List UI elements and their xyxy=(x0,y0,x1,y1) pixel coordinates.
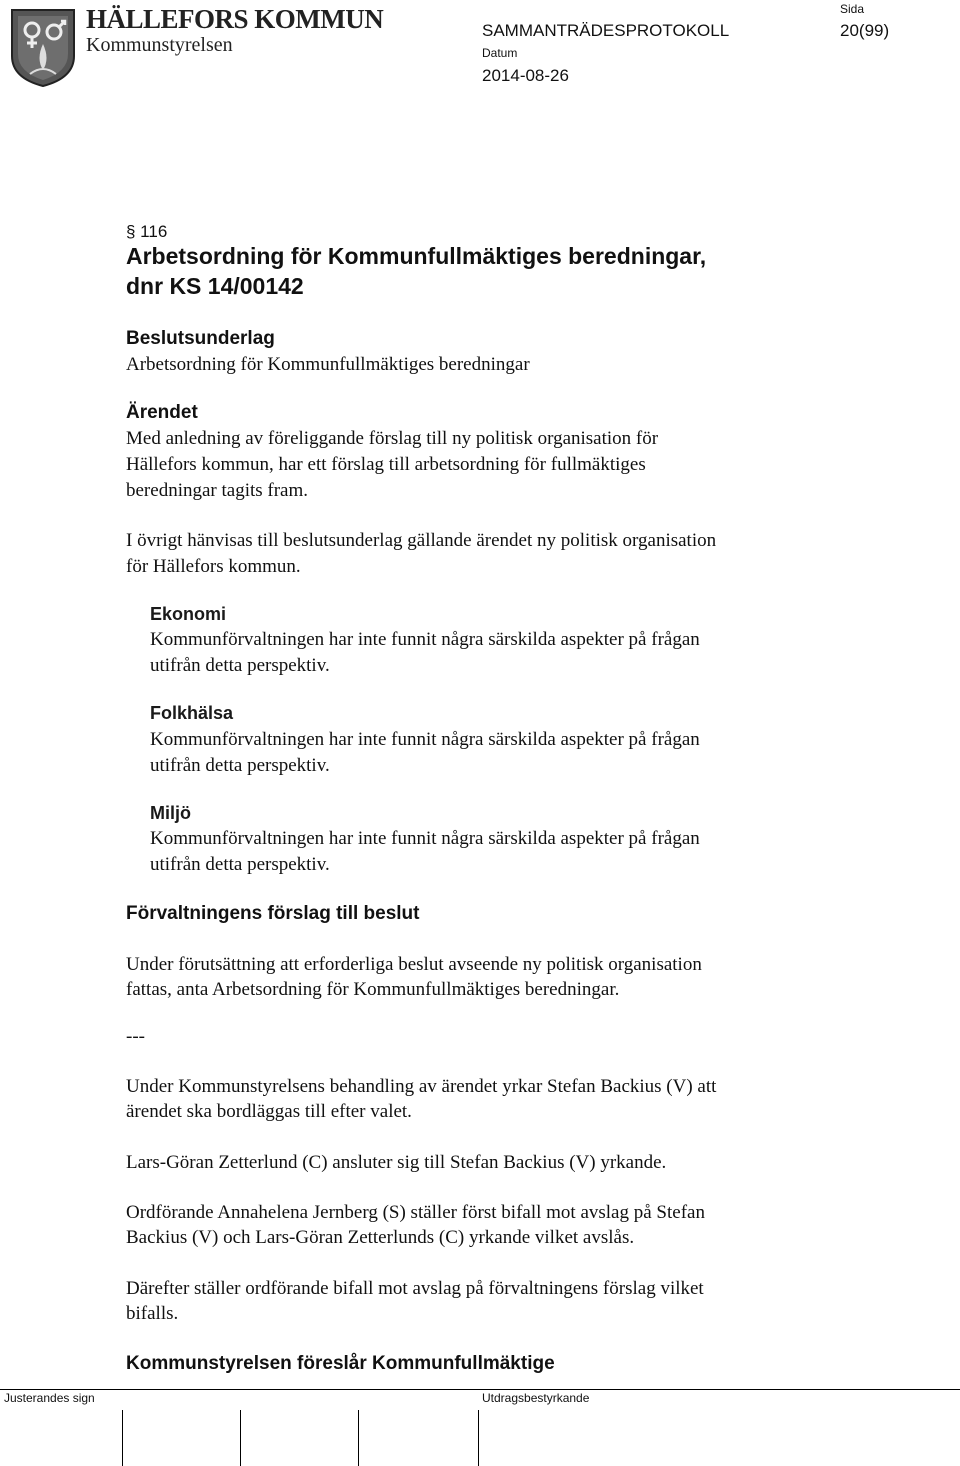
miljo-line: Kommunförvaltningen har inte funnit några särskilda aspekter på frågan xyxy=(150,828,700,849)
utdragsbestyrkande-label: Utdragsbestyrkande xyxy=(482,1391,590,1405)
signature-box-divider xyxy=(122,1410,123,1466)
forslag-heading: Förvaltningens förslag till beslut xyxy=(126,903,420,924)
section-title-line-2: dnr KS 14/00142 xyxy=(126,273,304,299)
miljo-line: utifrån detta perspektiv. xyxy=(150,854,330,875)
darefter-line: Därefter ställer ordförande bifall mot avslag på förvaltningens förslag vilket xyxy=(126,1278,704,1299)
page-number: 20(99) xyxy=(840,21,890,40)
ekonomi-heading: Ekonomi xyxy=(150,604,227,624)
folkhalsa-heading: Folkhälsa xyxy=(150,703,234,723)
anslutning-text: Lars-Göran Zetterlund (C) ansluter sig till Stefan Backius (V) yrkande. xyxy=(126,1152,667,1173)
separator: --- xyxy=(126,1026,145,1047)
ovrigt-line: för Hällefors kommun. xyxy=(126,556,301,577)
beslutsunderlag-heading: Beslutsunderlag xyxy=(126,328,275,349)
folkhalsa-line: utifrån detta perspektiv. xyxy=(150,755,330,776)
municipality-logo xyxy=(8,4,78,88)
meeting-date: 2014-08-26 xyxy=(482,66,569,85)
arendet-line: beredningar tagits fram. xyxy=(126,480,309,501)
ekonomi-line: Kommunförvaltningen har inte funnit några särskilda aspekter på frågan xyxy=(150,629,700,650)
beslutsunderlag-text: Arbetsordning för Kommunfullmäktiges beredningar xyxy=(126,354,530,375)
behandling-line: ärendet ska bordläggas till efter valet. xyxy=(126,1101,412,1122)
foreslar-heading: Kommunstyrelsen föreslår Kommunfullmäktige xyxy=(126,1353,555,1374)
signature-box-divider xyxy=(240,1410,241,1466)
behandling-line: Under Kommunstyrelsens behandling av ärendet yrkar Stefan Backius (V) att xyxy=(126,1076,717,1097)
paragraph-number: § 116 xyxy=(126,222,168,241)
section-title-line-1: Arbetsordning för Kommunfullmäktiges beredningar, xyxy=(126,243,707,269)
document-type: SAMMANTRÄDESPROTOKOLL xyxy=(482,21,730,40)
ordforande-line: Ordförande Annahelena Jernberg (S) ställer först bifall mot avslag på Stefan xyxy=(126,1202,705,1223)
organization-unit: Kommunstyrelsen xyxy=(86,34,233,56)
ovrigt-line: I övrigt hänvisas till beslutsunderlag gällande ärendet ny politisk organisation xyxy=(126,530,717,551)
footer-divider xyxy=(0,1389,960,1390)
arendet-line: Hällefors kommun, har ett förslag till arbetsordning för fullmäktiges xyxy=(126,454,646,475)
arendet-heading: Ärendet xyxy=(126,402,198,423)
arendet-line: Med anledning av föreliggande förslag till ny politisk organisation för xyxy=(126,428,659,449)
ekonomi-line: utifrån detta perspektiv. xyxy=(150,655,330,676)
ordforande-line: Backius (V) och Lars-Göran Zetterlunds (C) yrkande vilket avslås. xyxy=(126,1227,635,1248)
date-label: Datum xyxy=(482,46,518,60)
folkhalsa-line: Kommunförvaltningen har inte funnit några särskilda aspekter på frågan xyxy=(150,729,700,750)
signature-box-divider xyxy=(478,1410,479,1466)
organization-name: HÄLLEFORS KOMMUN xyxy=(86,4,384,34)
page-label: Sida xyxy=(840,2,865,16)
forslag-line: Under förutsättning att erforderliga beslut avseende ny politisk organisation xyxy=(126,954,702,975)
justerandes-sign-label: Justerandes sign xyxy=(4,1391,95,1405)
forslag-line: fattas, anta Arbetsordning för Kommunfullmäktiges beredningar. xyxy=(126,979,620,1000)
darefter-line: bifalls. xyxy=(126,1303,179,1324)
signature-box-divider xyxy=(358,1410,359,1466)
miljo-heading: Miljö xyxy=(150,803,191,823)
